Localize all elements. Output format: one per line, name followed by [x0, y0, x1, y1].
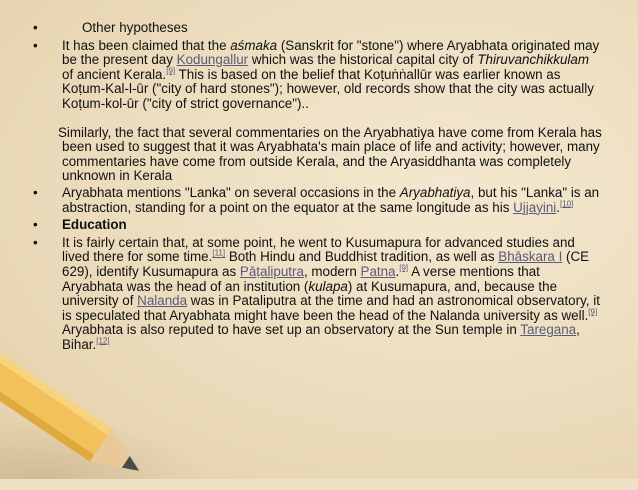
text: (CE 629), identify Kusumapura as	[62, 249, 590, 279]
bullet-icon: •	[33, 234, 38, 250]
link-kodungallur[interactable]: Kodungallur	[176, 52, 249, 68]
text: was in Pataliputra at the time and had an astronomical observatory, it is speculated that Aryabhata might have been the head of the Nalanda university as well.	[62, 293, 600, 323]
link-ujjayini[interactable]: Ujjayini	[513, 199, 557, 215]
text: Aryabhata mentions "Lanka" on several occasions in the	[62, 184, 400, 200]
text: , but his "Lanka" is an abstraction, standing for a point on the equator at the same longitude as his	[62, 184, 600, 215]
list-item-education	[33, 218, 603, 233]
list-item-kodungallur	[33, 39, 603, 112]
text: Aryabhata is also reputed to have set up an observatory at the Sun temple in	[62, 322, 521, 338]
italic-term: aśmaka	[230, 37, 278, 53]
citation-link[interactable]: [12]	[96, 336, 110, 346]
text: A verse mentions that Aryabhata was the head of an institution (	[62, 263, 540, 294]
link-pataliputra[interactable]: Pāṭaliputra	[239, 263, 304, 279]
link-bhaskara[interactable]: Bhāskara I	[498, 249, 563, 265]
bullet-icon: •	[33, 20, 38, 35]
text: (Sanskrit for "stone") where Aryabhata originated may be the present day	[62, 37, 600, 68]
bullet-icon: •	[33, 37, 38, 53]
bullet-icon: •	[33, 217, 38, 233]
citation-link[interactable]: [9]	[588, 307, 598, 317]
citation-link[interactable]: [10]	[560, 199, 574, 209]
text: which was the historical capital city of	[248, 52, 478, 68]
link-taregana[interactable]: Taregana	[520, 322, 577, 338]
citation-link[interactable]: [9]	[399, 263, 409, 273]
list-item-lanka	[33, 186, 603, 215]
text: of ancient Kerala.	[62, 66, 167, 82]
heading-other-hypotheses: Other hypotheses	[82, 20, 188, 35]
text: Both Hindu and Buddhist tradition, as well as	[225, 249, 499, 265]
italic-term: Aryabhatiya	[399, 184, 471, 200]
list-item-kusumapura	[33, 236, 603, 353]
italic-term: kulapa	[308, 278, 348, 294]
text: , Bihar.	[62, 322, 580, 352]
text: ) at Kusumapura, and, because the university of	[62, 278, 558, 309]
bullet-icon: •	[33, 184, 38, 200]
citation-link[interactable]: [9]	[166, 66, 176, 76]
list-item-other-hypotheses	[33, 21, 603, 36]
link-nalanda[interactable]: Nalanda	[137, 293, 188, 309]
text: This is based on the belief that Koṭuṅṅallūr was earlier known as Koṭum-Kal-l-ūr ("city of hard stones"); however, old records show that the city was actually Koṭum-kol-ūr ("city of strict governance")..	[62, 66, 594, 111]
text: It is fairly certain that, at some point, he went to Kusumapura for advanced studies and lived there for some time.	[62, 234, 575, 265]
slide-content	[33, 21, 603, 352]
link-patna[interactable]: Patna	[360, 263, 396, 279]
text: .	[395, 263, 400, 279]
citation-link[interactable]: [11]	[212, 248, 226, 258]
text: , modern	[303, 263, 361, 279]
text: .	[556, 199, 561, 215]
paragraph-commentaries: Similarly, the fact that several commentaries on the Aryabhatiya have come from Kerala has been used to suggest that it was Aryabhata's main place of life and activity; however, many commentaries have come from outside Kerala, and the Aryasiddhanta was completely unknown in Kerala	[58, 124, 602, 184]
italic-term: Thiruvanchikkulam	[477, 52, 590, 68]
text: It has been claimed that the	[62, 37, 231, 53]
heading-education: Education	[62, 217, 127, 233]
